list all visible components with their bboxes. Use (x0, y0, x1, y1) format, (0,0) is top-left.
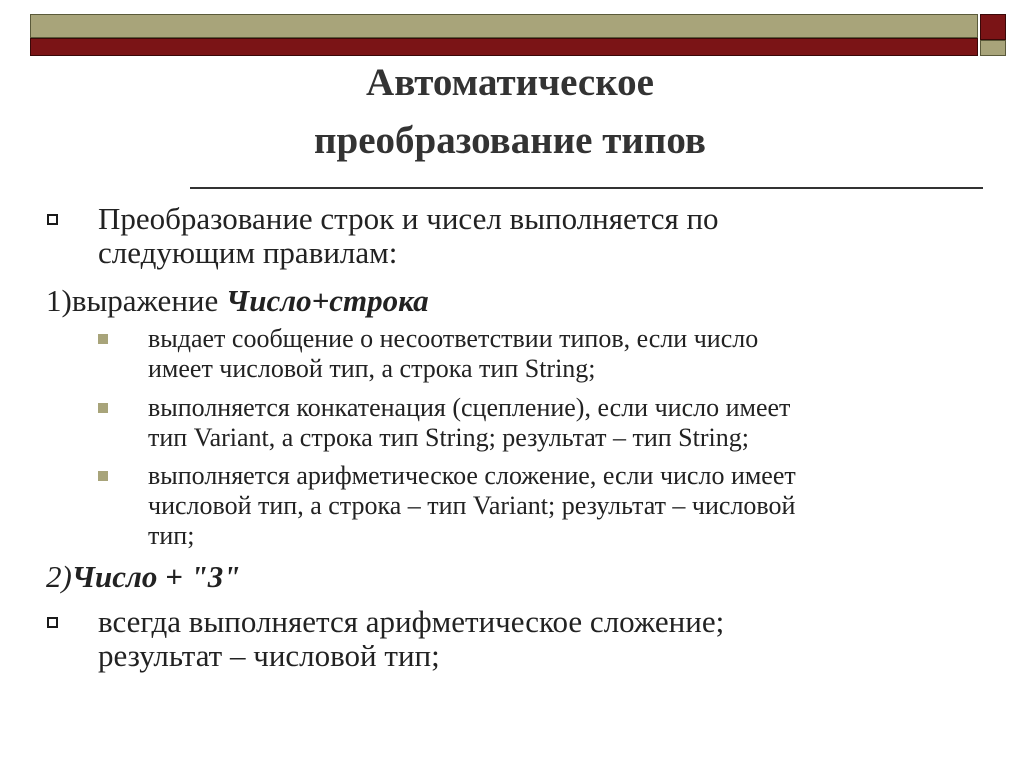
rule1-emphasis: Число+строка (226, 283, 429, 318)
rule2-emphasis: Число + "3" (71, 559, 241, 594)
rule1-item-2-line-1: выполняется конкатенация (сцепление), если число имеет (148, 393, 791, 422)
hollow-square-bullet-icon (47, 617, 58, 628)
rule1-prefix: 1)выражение (46, 283, 227, 318)
olive-square-bullet-icon (98, 334, 108, 344)
rule1-item-2-line-2: тип Variant, а строка тип String; результат – тип String; (148, 423, 749, 452)
corner-square-maroon (980, 14, 1006, 40)
title-line-2: преобразование типов (314, 119, 706, 162)
title-line-1: Автоматическое (366, 61, 654, 104)
olive-square-bullet-icon (98, 403, 108, 413)
header-band-olive (30, 14, 978, 38)
rule1-item-1-line-2: имеет числовой тип, а строка тип String; (148, 354, 596, 383)
rule1-item-2 (148, 393, 1008, 453)
intro-line-2: следующим правилам: (98, 235, 398, 270)
corner-square-olive (980, 40, 1006, 56)
rule2-heading (46, 560, 946, 594)
intro-paragraph (98, 202, 978, 270)
rule1-item-3 (148, 461, 1008, 551)
rule1-item-1 (148, 324, 1008, 384)
rule1-item-1-line-1: выдает сообщение о несоответствии типов, если число (148, 324, 759, 353)
slide-title (190, 54, 830, 170)
rule1-item-3-line-2: числовой тип, а строка – тип Variant; результат – числовой (148, 491, 796, 520)
rule2-item-line-2: результат – числовой тип; (98, 638, 440, 673)
hollow-square-bullet-icon (47, 214, 58, 225)
rule2-item-line-1: всегда выполняется арифметическое сложение; (98, 604, 725, 639)
rule1-heading (46, 284, 946, 318)
olive-square-bullet-icon (98, 471, 108, 481)
rule1-item-3-line-1: выполняется арифметическое сложение, если число имеет (148, 461, 796, 490)
rule1-item-3-line-3: тип; (148, 521, 195, 550)
title-divider (190, 187, 983, 189)
intro-line-1: Преобразование строк и чисел выполняется по (98, 201, 719, 236)
rule2-prefix: 2) (46, 559, 72, 594)
rule2-item (98, 605, 978, 673)
